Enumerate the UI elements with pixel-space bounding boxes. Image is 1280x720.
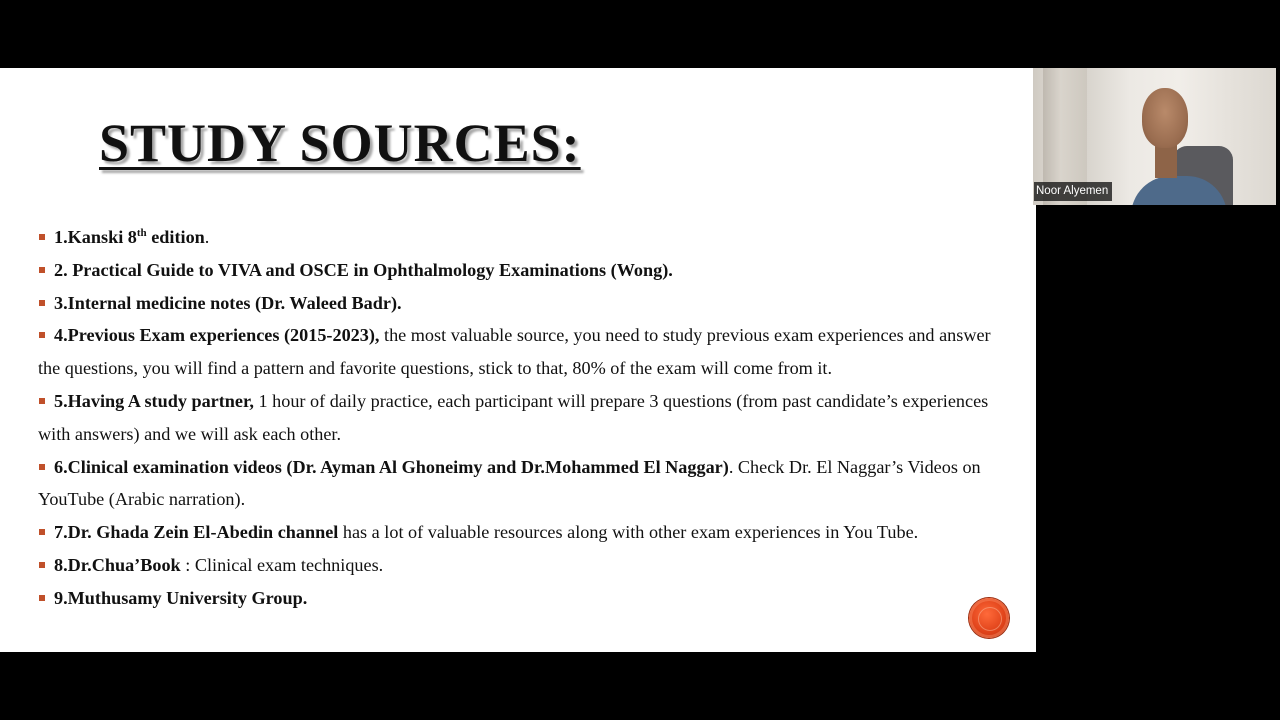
bullet-square-icon	[39, 595, 45, 601]
item-bold-text: 3.Internal medicine notes (Dr. Waleed Badr).	[54, 292, 402, 313]
bullet-square-icon	[39, 234, 45, 240]
item-bold-text: 9.Muthusamy University Group.	[54, 587, 308, 608]
bullet-square-icon	[39, 529, 45, 535]
bullet-square-icon	[39, 300, 45, 306]
bullet-square-icon	[39, 562, 45, 568]
item-bold-text: 5.Having A study partner,	[54, 390, 254, 411]
item-bold-text: 7.Dr. Ghada Zein El-Abedin channel	[54, 522, 339, 543]
item-bold-text-2: edition	[146, 227, 205, 247]
item-text: 1 hour of daily practice, each participant will prepare 3 questions (from past candidate’s experiences with answers) and we will ask each other.	[38, 390, 989, 444]
item-text: .	[204, 227, 210, 247]
bullet-square-icon	[39, 267, 45, 273]
list-item	[38, 221, 1013, 254]
participant-head	[1142, 88, 1188, 148]
list-item	[38, 582, 1013, 615]
presentation-slide	[0, 68, 1036, 652]
item-bold-text: 2. Practical Guide to VIVA and OSCE in Ophthalmology Examinations (Wong).	[54, 259, 673, 280]
list-item	[38, 549, 1013, 582]
item-bold-text: 8.Dr.Chua’Book	[54, 554, 181, 575]
list-item	[38, 516, 1013, 549]
participant-video-tile[interactable]	[1033, 68, 1276, 205]
bullet-square-icon	[39, 332, 45, 338]
list-item	[38, 287, 1013, 320]
list-item	[38, 254, 1013, 287]
slide-title: STUDY SOURCES:	[99, 113, 581, 173]
list-item	[38, 451, 1013, 517]
item-text: the most valuable source, you need to study previous exam experiences and answer the questions, you will find a pattern and favorite questions, stick to that, 80% of the exam will come from it.	[38, 325, 991, 379]
bullet-square-icon	[39, 398, 45, 404]
item-bold-text: 1.Kanski 8	[54, 227, 137, 247]
item-superscript: th	[136, 227, 147, 239]
item-bold-text: 4.Previous Exam experiences (2015-2023),	[54, 325, 380, 346]
list-item	[38, 385, 1013, 451]
list-item	[38, 319, 1013, 385]
item-text: . Check Dr. El Naggar’s Videos on YouTube (Arabic narration).	[38, 456, 981, 510]
slide-nav-button[interactable]	[969, 598, 1009, 638]
item-bold-text: 6.Clinical examination videos (Dr. Ayman Al Ghoneimy and Dr.Mohammed El Naggar)	[54, 456, 729, 477]
sources-list	[38, 221, 1013, 615]
bullet-square-icon	[39, 464, 45, 470]
item-text: : Clinical exam techniques.	[180, 554, 384, 575]
item-text: has a lot of valuable resources along with other exam experiences in You Tube.	[338, 522, 919, 543]
participant-name-label: Noor Alyemen	[1034, 182, 1112, 201]
